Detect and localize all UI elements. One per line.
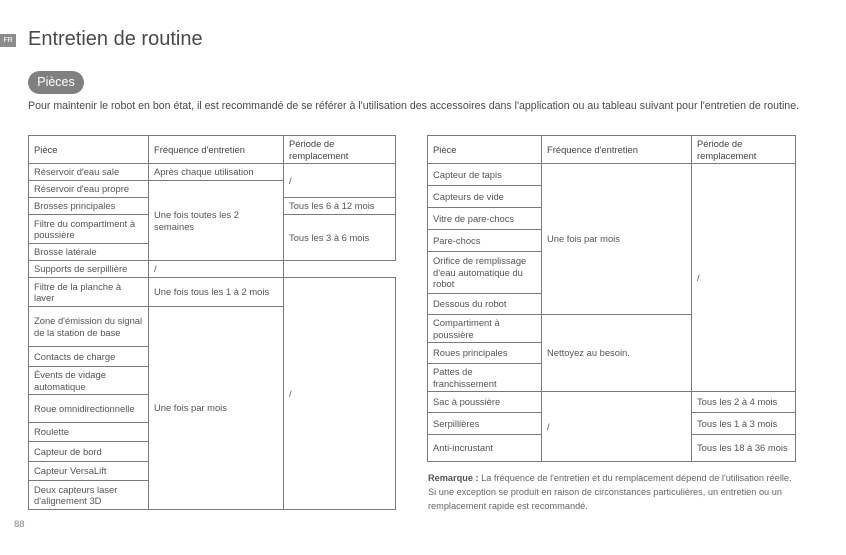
table-cell-period: /	[284, 278, 396, 510]
table-cell-piece: Anti-incrustant	[428, 435, 542, 462]
table-cell-piece: Filtre de la planche à laver	[29, 278, 149, 307]
table-cell-frequency: Nettoyez au besoin.	[542, 315, 692, 392]
remark-label: Remarque :	[428, 473, 479, 483]
header-piece: Pièce	[29, 136, 149, 164]
table-cell-piece: Réservoir d'eau sale	[29, 164, 149, 181]
section-label: Pièces	[28, 71, 84, 94]
table-cell-piece: Orifice de remplissage d'eau automatique du robot	[428, 252, 542, 294]
table-cell-period: /	[284, 164, 396, 198]
maintenance-table-right	[427, 135, 796, 462]
table-cell-piece: Capteur de bord	[29, 442, 149, 462]
table-cell-piece: Serpillières	[428, 413, 542, 435]
header-period: Période de remplacement	[284, 136, 396, 164]
header-period: Période de remplacement	[692, 136, 796, 164]
remark-text: La fréquence de l'entretien et du remplacement dépend de l'utilisation réelle. Si une exception se produit en raison de circonstances particulières, un entretien ou un remplacement rapide est recommandé.	[428, 473, 792, 511]
table-cell-piece: Roues principales	[428, 343, 542, 364]
table-cell-piece: Pare-chocs	[428, 230, 542, 252]
header-frequency: Fréquence d'entretien	[149, 136, 284, 164]
table-cell-period: /	[692, 164, 796, 392]
table-cell-period: /	[149, 261, 284, 278]
table-cell-piece: Pattes de franchissement	[428, 364, 542, 392]
table-cell-piece: Brosses principales	[29, 198, 149, 215]
table-cell-frequency: Une fois toutes les 2 semaines	[149, 181, 284, 261]
table-cell-period: Tous les 18 à 36 mois	[692, 435, 796, 462]
table-cell-piece: Deux capteurs laser d'alignement 3D	[29, 481, 149, 510]
table-cell-piece: Vitre de pare-chocs	[428, 208, 542, 230]
table-cell-piece: Roue omnidirectionnelle	[29, 395, 149, 423]
table-cell-piece: Filtre du compartiment à poussière	[29, 215, 149, 244]
maintenance-table-left	[28, 135, 396, 510]
intro-paragraph: Pour maintenir le robot en bon état, il est recommandé de se référer à l'utilisation des accessoires dans l'application ou au tableau suivant pour l'entretien de routine.	[28, 100, 800, 112]
header-piece: Pièce	[428, 136, 542, 164]
remark-note	[428, 471, 798, 513]
table-cell-piece: Zone d'émission du signal de la station de base	[29, 307, 149, 347]
table-cell-piece: Capteur de tapis	[428, 164, 542, 186]
table-cell-piece: Roulette	[29, 423, 149, 442]
table-cell-period: Tous les 1 à 3 mois	[692, 413, 796, 435]
table-cell-frequency: Une fois par mois	[542, 164, 692, 315]
table-cell-frequency: Une fois tous les 1 à 2 mois	[149, 278, 284, 307]
table-cell-piece: Supports de serpillière	[29, 261, 149, 278]
table-cell-frequency: /	[542, 392, 692, 462]
table-cell-piece: Dessous du robot	[428, 294, 542, 315]
table-cell-piece: Sac à poussière	[428, 392, 542, 413]
page-number: 88	[14, 519, 25, 530]
table-cell-piece: Évents de vidage automatique	[29, 367, 149, 395]
header-frequency: Fréquence d'entretien	[542, 136, 692, 164]
table-cell-piece: Capteurs de vide	[428, 186, 542, 208]
table-cell-period: Tous les 2 à 4 mois	[692, 392, 796, 413]
table-cell-piece: Compartiment à poussière	[428, 315, 542, 343]
table-cell-piece: Brosse latérale	[29, 244, 149, 261]
table-cell-frequency: Après chaque utilisation	[149, 164, 284, 181]
table-cell-piece: Contacts de charge	[29, 347, 149, 367]
language-tag: FR	[0, 34, 16, 47]
table-cell-piece: Capteur VersaLift	[29, 462, 149, 481]
table-cell-frequency: Une fois par mois	[149, 307, 284, 510]
table-cell-piece: Réservoir d'eau propre	[29, 181, 149, 198]
table-cell-period: Tous les 6 à 12 mois	[284, 198, 396, 215]
page-title: Entretien de routine	[28, 28, 203, 50]
table-cell-period: Tous les 3 à 6 mois	[284, 215, 396, 261]
